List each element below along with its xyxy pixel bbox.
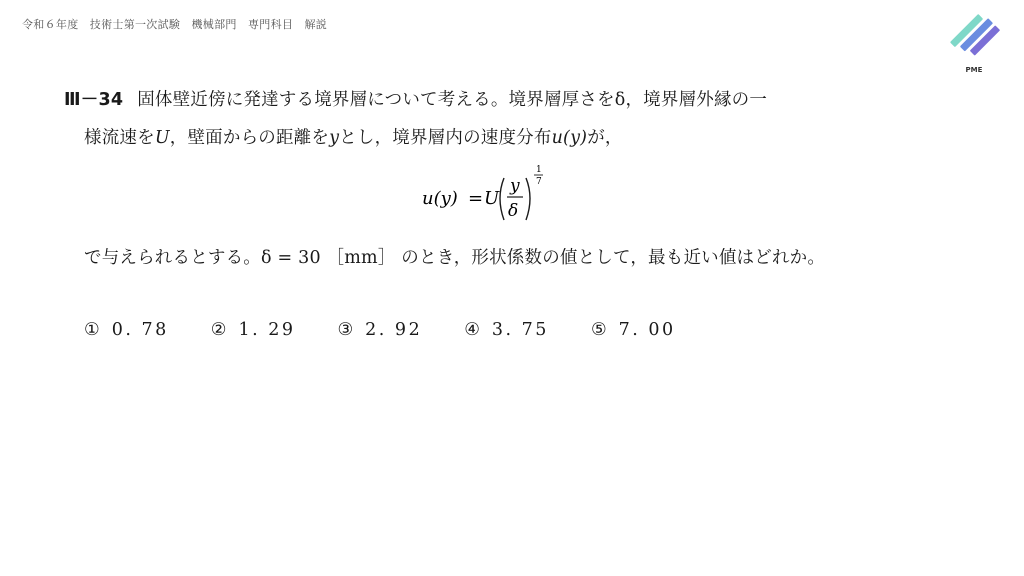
exponent-denominator: 7 [536, 177, 542, 187]
text-segment: 様流速を [84, 128, 155, 148]
answer-choices [84, 320, 718, 340]
question-line-3: で与えられるとする。δ = 30 ［mm］ のとき，形状係数の値として，最も近い値はどれか。 [84, 248, 826, 268]
choice-mark: ① [84, 320, 100, 340]
variable-y: y [329, 128, 340, 148]
choice-mark: ② [210, 320, 227, 340]
variable-U: U [154, 128, 170, 148]
formula-lhs: u(y) [422, 188, 458, 209]
choice-value: 7. 00 [618, 320, 676, 340]
function-u-y: u(y) [551, 128, 588, 148]
pme-logo [948, 10, 1000, 76]
choice-5[interactable] [591, 320, 676, 340]
choice-value: 0. 78 [111, 320, 169, 340]
choice-mark: ③ [337, 320, 354, 340]
formula-equals: = [468, 188, 484, 209]
question-number: Ⅲ－34 [64, 90, 124, 110]
exponent-numerator: 1 [536, 165, 542, 175]
text-segment: とし，境界層内の速度分布 [339, 128, 552, 148]
formula-right-paren [526, 178, 530, 220]
choice-3[interactable] [337, 320, 422, 340]
text-segment: が， [587, 128, 623, 148]
choice-mark: ④ [464, 320, 480, 340]
logo-text: PME [965, 66, 983, 74]
page-header: 令和６年度 技術士第一次試験 機械部門 専門科目 解説 [22, 18, 328, 31]
choice-mark: ⑤ [590, 320, 607, 340]
question-line-2 [84, 124, 623, 149]
choice-value: 1. 29 [238, 320, 296, 340]
velocity-profile-formula [420, 162, 580, 228]
pme-logo-icon [948, 10, 1000, 66]
formula-numerator: y [510, 176, 520, 196]
choice-4[interactable] [464, 320, 549, 340]
choice-2[interactable] [211, 320, 296, 340]
choice-1[interactable] [84, 320, 169, 340]
question-text-line-1: 固体壁近傍に発達する境界層について考える。境界層厚さをδ，境界層外縁の一 [137, 90, 768, 110]
formula-U: U [484, 188, 500, 209]
text-segment: ，壁面からの距離を [169, 128, 330, 148]
formula-left-paren [500, 178, 504, 220]
choice-value: 2. 92 [365, 320, 423, 340]
question-line-1 [64, 86, 767, 111]
formula-denominator: δ [508, 201, 519, 221]
choice-value: 3. 75 [491, 320, 549, 340]
